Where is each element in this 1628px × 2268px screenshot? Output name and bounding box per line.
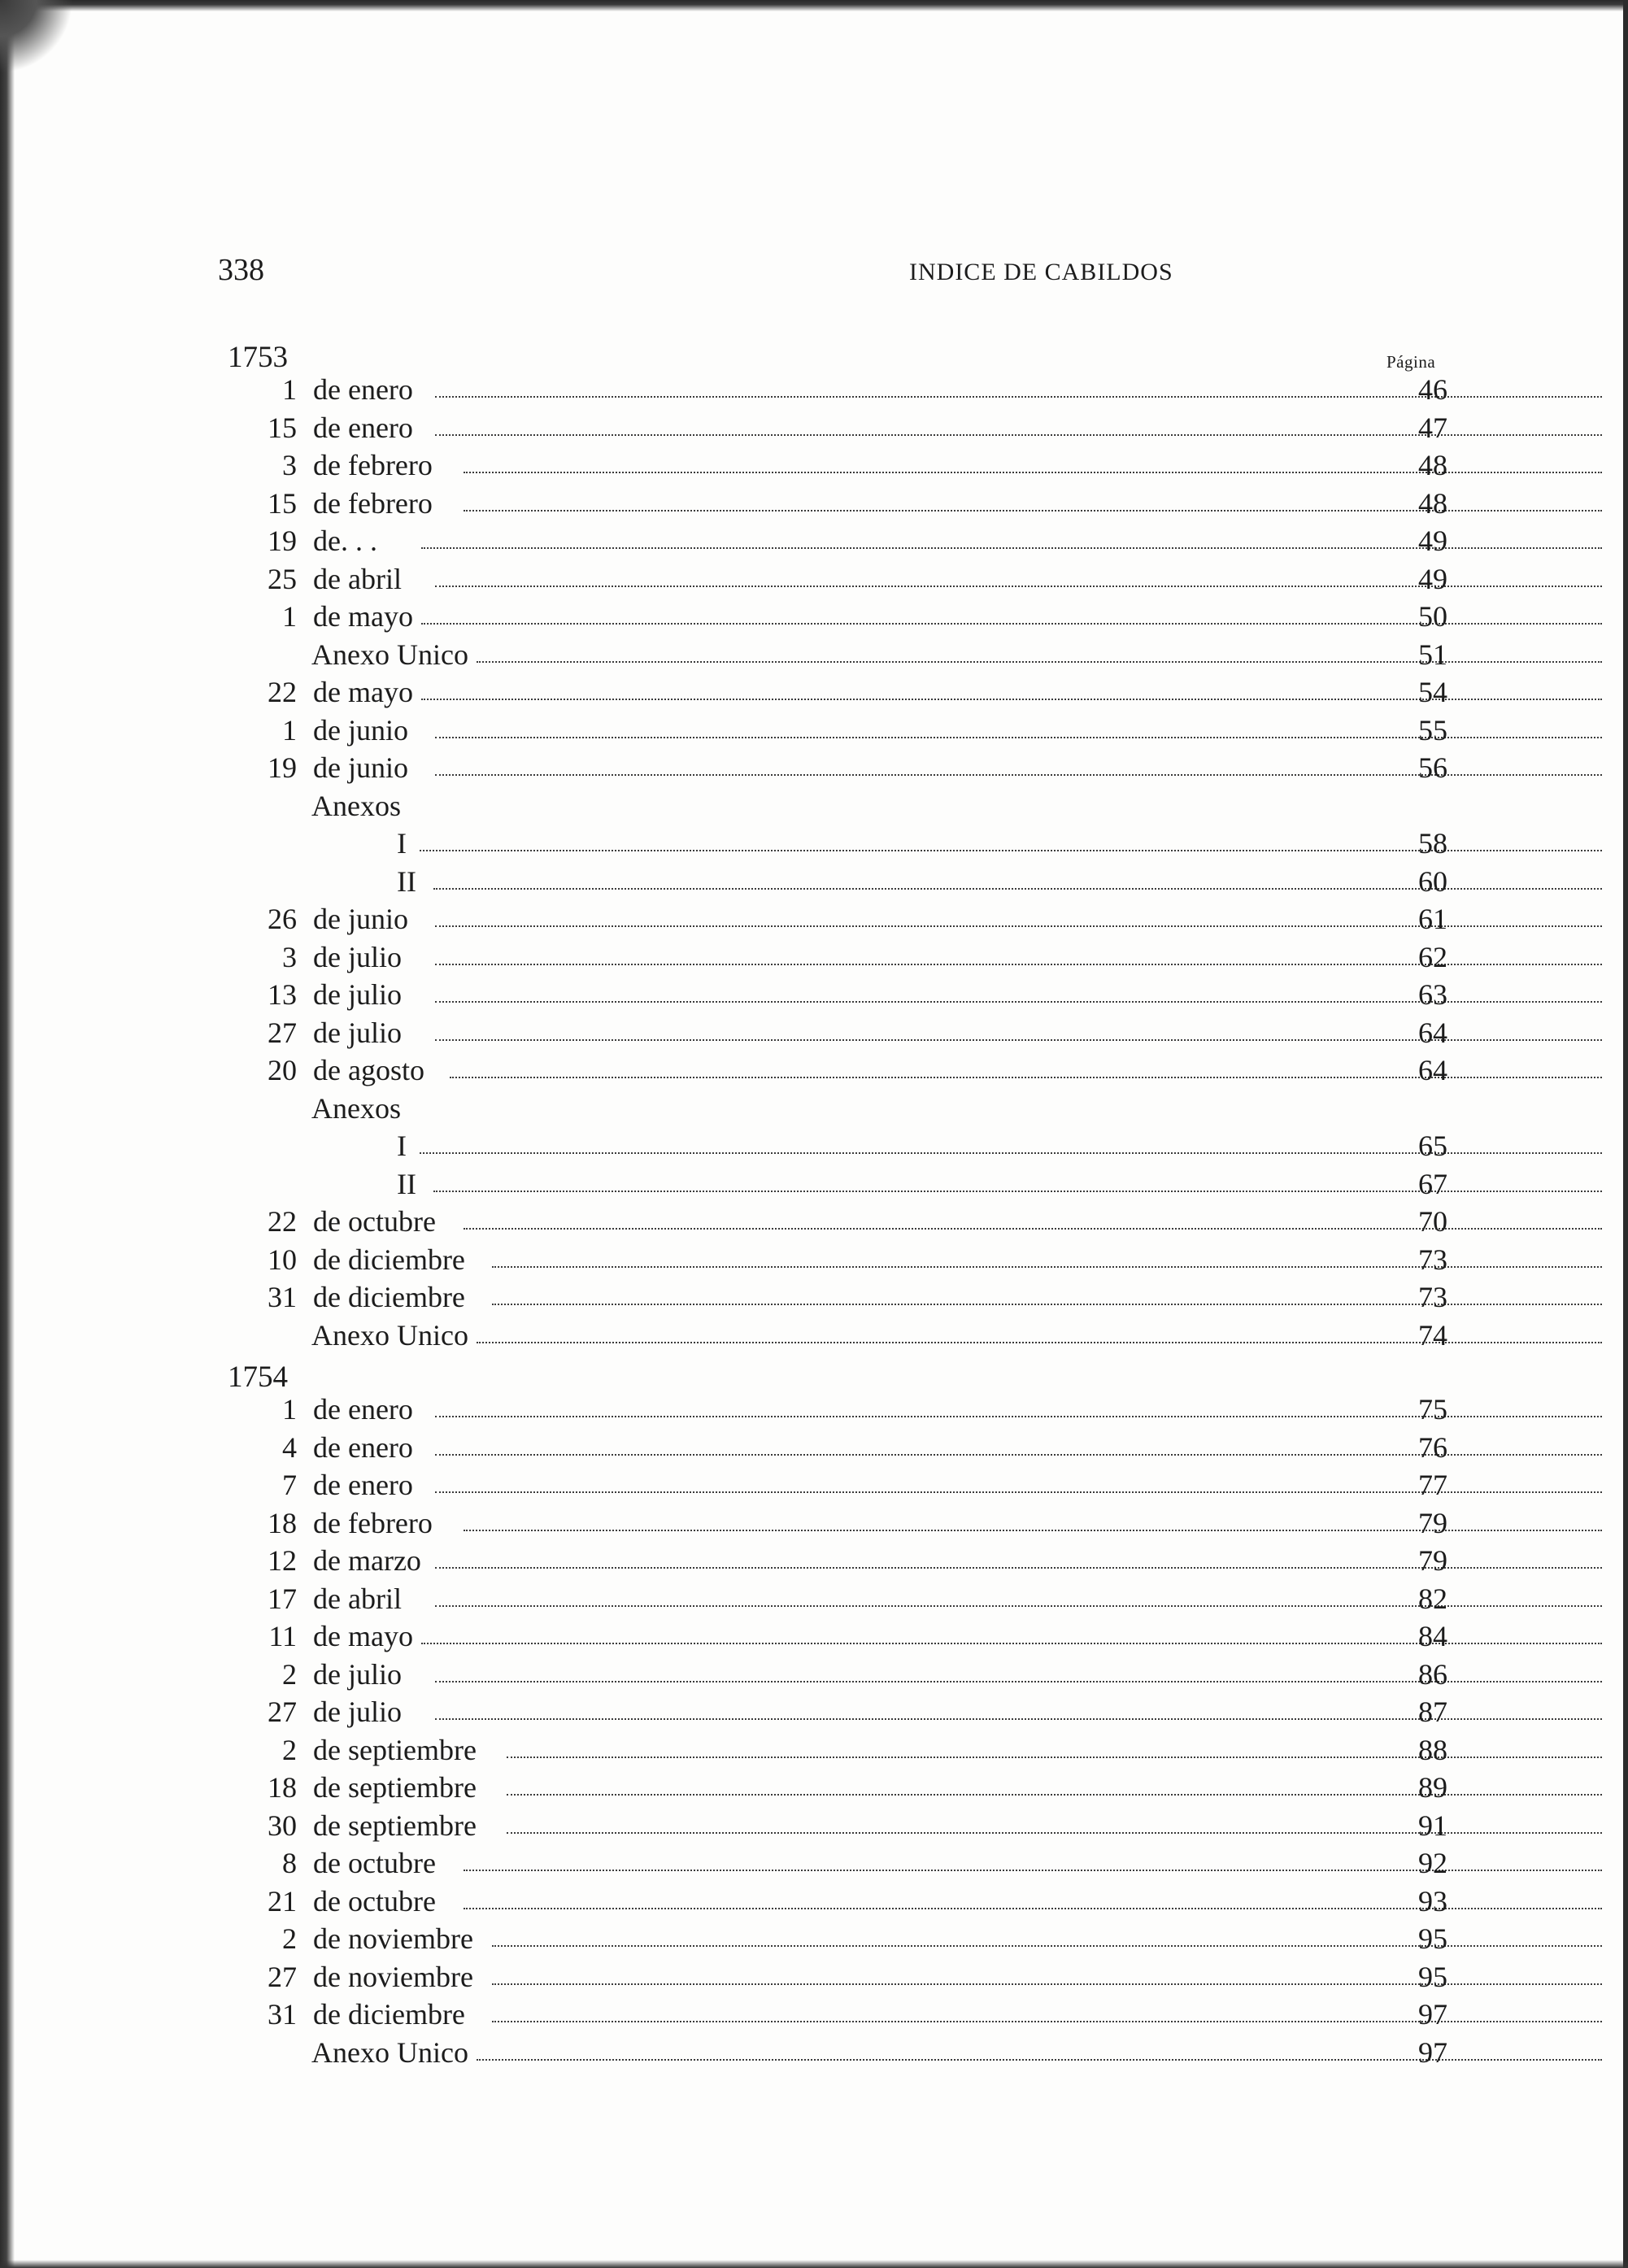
entry-page-number: 62	[1418, 940, 1447, 973]
index-entry	[228, 825, 1447, 862]
entry-page-number: 70	[1418, 1205, 1447, 1238]
entry-page-number: 76	[1418, 1430, 1447, 1464]
entry-label: de junio	[313, 900, 411, 938]
entry-label: II	[397, 863, 420, 900]
entry-label: Anexo Unico	[311, 1317, 472, 1354]
index-entry	[228, 1090, 1447, 1127]
index-entry	[228, 1769, 1447, 1806]
entry-page-number: 77	[1418, 1469, 1447, 1501]
index-entry	[228, 1693, 1447, 1730]
index-entry	[228, 409, 1447, 446]
entry-label: de mayo	[313, 1617, 416, 1655]
index-entry	[228, 1504, 1447, 1542]
entry-page-number: 79	[1418, 1506, 1447, 1539]
entry-page-number: 48	[1418, 486, 1447, 520]
entry-label: de diciembre	[313, 1278, 468, 1316]
index-entry	[228, 900, 1447, 938]
entry-page-number: 97	[1418, 2035, 1447, 2069]
entry-label: II	[397, 1165, 420, 1203]
entry-label: de abril	[313, 1580, 405, 1617]
entry-label: de septiembre	[313, 1731, 480, 1769]
column-label-pagina: Página	[1386, 352, 1436, 372]
index-entry	[228, 1844, 1447, 1882]
entry-label: Anexo Unico	[311, 636, 472, 673]
entry-label: de septiembre	[313, 1807, 480, 1844]
entry-label: de julio	[313, 976, 405, 1013]
index-entry	[228, 1391, 1447, 1428]
entry-label: de noviembre	[313, 1920, 477, 1957]
entry-label: de junio	[313, 712, 411, 749]
entry-label: de julio	[313, 1693, 405, 1730]
index-entry	[228, 2034, 1447, 2071]
entry-label: I	[397, 825, 410, 862]
entry-day: 8	[282, 1847, 297, 1879]
entry-day: 3	[282, 449, 297, 481]
entry-day: 10	[268, 1243, 297, 1276]
entry-label: de octubre	[313, 1203, 439, 1240]
index-entry	[228, 560, 1447, 598]
entry-page-number: 97	[1418, 1998, 1447, 2031]
index-entry	[228, 787, 1447, 825]
entry-label: de mayo	[313, 598, 416, 635]
entry-label: de enero	[313, 1391, 416, 1428]
entry-day: 11	[268, 1620, 297, 1652]
entry-day: 26	[268, 903, 297, 935]
running-title: INDICE DE CABILDOS	[909, 259, 1173, 285]
entry-day: 21	[268, 1884, 297, 1918]
scan-edge-top	[0, 0, 1628, 11]
entry-page-number: 49	[1418, 525, 1447, 557]
entry-page-number: 86	[1418, 1657, 1447, 1691]
index-entry	[228, 1241, 1447, 1278]
entry-day: 3	[282, 940, 297, 973]
entry-label: de marzo	[313, 1542, 424, 1579]
entry-label: de julio	[313, 1014, 405, 1051]
entry-page-number: 55	[1418, 713, 1447, 747]
entry-page-number: 61	[1418, 903, 1447, 935]
entry-day: 18	[268, 1771, 297, 1804]
entry-page-number: 64	[1418, 1054, 1447, 1086]
entry-page-number: 95	[1418, 1922, 1447, 1955]
index-entry	[228, 1883, 1447, 1920]
index-entry	[228, 1807, 1447, 1844]
entry-page-number: 56	[1418, 751, 1447, 784]
entry-day: 15	[268, 486, 297, 520]
entry-day: 31	[268, 1281, 297, 1313]
entry-label: de febrero	[313, 485, 436, 522]
entry-label: Anexos	[311, 787, 404, 825]
entry-page-number: 93	[1418, 1884, 1447, 1918]
entry-label: de diciembre	[313, 1241, 468, 1278]
index-entry	[228, 1051, 1447, 1089]
entry-day: 12	[268, 1544, 297, 1577]
entry-label: de junio	[313, 749, 411, 786]
index-entry	[228, 712, 1447, 749]
entry-page-number: 74	[1418, 1318, 1447, 1352]
index-entry	[228, 749, 1447, 786]
index-entry	[228, 636, 1447, 673]
entry-day: 25	[268, 562, 297, 595]
entry-day: 20	[268, 1054, 297, 1086]
entry-day: 22	[268, 676, 297, 708]
index-entry	[228, 1014, 1447, 1051]
index-entry	[228, 1429, 1447, 1466]
index-entry	[228, 863, 1447, 900]
entry-label: Anexos	[311, 1090, 404, 1127]
entry-day: 18	[268, 1506, 297, 1539]
year-heading: 1753	[228, 341, 288, 374]
entry-day: 2	[282, 1657, 297, 1691]
entry-label: de julio	[313, 1656, 405, 1693]
entry-page-number: 65	[1418, 1130, 1447, 1162]
entry-label: de septiembre	[313, 1769, 480, 1806]
entry-page-number: 46	[1418, 373, 1447, 406]
index-entry	[228, 1996, 1447, 2033]
entry-label: Anexo Unico	[311, 2034, 472, 2071]
index-entry	[228, 1617, 1447, 1655]
entry-day: 4	[282, 1430, 297, 1464]
index-entry	[228, 1466, 1447, 1504]
index-entry	[228, 1656, 1447, 1693]
entry-day: 1	[282, 713, 297, 747]
index-entry	[228, 522, 1447, 559]
entry-day: 27	[268, 1960, 297, 1993]
entry-page-number: 73	[1418, 1281, 1447, 1313]
index-entry	[228, 1165, 1447, 1203]
entry-label: de diciembre	[313, 1996, 468, 2033]
entry-label: de febrero	[313, 1504, 436, 1542]
entry-label: de octubre	[313, 1844, 439, 1882]
index-entry	[228, 976, 1447, 1013]
entry-page-number: 54	[1418, 676, 1447, 708]
entry-page-number: 49	[1418, 562, 1447, 595]
entry-day: 7	[282, 1469, 297, 1501]
entry-day: 27	[268, 1696, 297, 1728]
index-entry	[228, 1958, 1447, 1996]
index-entry	[228, 1127, 1447, 1164]
entry-page-number: 50	[1418, 600, 1447, 633]
scan-edge-bottom	[0, 2260, 1628, 2268]
index-entry	[228, 1203, 1447, 1240]
entry-label: de agosto	[313, 1051, 428, 1089]
entry-page-number: 91	[1418, 1809, 1447, 1842]
entry-page-number: 48	[1418, 449, 1447, 481]
entry-page-number: 64	[1418, 1016, 1447, 1049]
entry-page-number: 87	[1418, 1696, 1447, 1728]
entry-page-number: 58	[1418, 827, 1447, 860]
entry-day: 19	[268, 525, 297, 557]
entry-label: de febrero	[313, 446, 436, 484]
entry-label: de julio	[313, 938, 405, 976]
index-entry	[228, 1317, 1447, 1354]
index-entry	[228, 485, 1447, 522]
entry-label: de enero	[313, 1466, 416, 1504]
entry-page-number: 75	[1418, 1393, 1447, 1426]
entry-label: I	[397, 1127, 410, 1164]
entry-label: de noviembre	[313, 1958, 477, 1996]
entry-label: de enero	[313, 371, 416, 408]
entry-page-number: 92	[1418, 1847, 1447, 1879]
running-header	[218, 252, 1421, 293]
entry-day: 15	[268, 411, 297, 444]
entry-page-number: 82	[1418, 1582, 1447, 1615]
entry-page-number: 67	[1418, 1167, 1447, 1200]
entry-day: 1	[282, 373, 297, 406]
scan-edge-right	[1623, 0, 1628, 2268]
entry-label: de. . .	[313, 522, 381, 559]
page-number: 338	[218, 253, 264, 287]
index-entry	[228, 1278, 1447, 1316]
index-entry	[228, 1580, 1447, 1617]
entry-label: de enero	[313, 409, 416, 446]
index-entry	[228, 371, 1447, 408]
entry-day: 17	[268, 1582, 297, 1615]
scan-corner-shadow	[0, 0, 73, 73]
entry-label: de enero	[313, 1429, 416, 1466]
index-entry	[228, 446, 1447, 484]
entry-label: de mayo	[313, 673, 416, 711]
entry-day: 1	[282, 600, 297, 633]
entry-page-number: 60	[1418, 864, 1447, 898]
entry-page-number: 89	[1418, 1771, 1447, 1804]
entry-day: 2	[282, 1733, 297, 1766]
scan-edge-left	[0, 0, 15, 2268]
index-entry	[228, 1542, 1447, 1579]
index-entry	[228, 598, 1447, 635]
entry-day: 1	[282, 1393, 297, 1426]
entry-page-number: 88	[1418, 1733, 1447, 1766]
entry-page-number: 73	[1418, 1243, 1447, 1276]
entry-day: 13	[268, 978, 297, 1011]
entry-label: de abril	[313, 560, 405, 598]
entry-day: 2	[282, 1922, 297, 1955]
entry-page-number: 95	[1418, 1960, 1447, 1993]
index-entry	[228, 1920, 1447, 1957]
entry-page-number: 84	[1418, 1620, 1447, 1652]
index-entry	[228, 938, 1447, 976]
entry-page-number: 51	[1418, 638, 1447, 671]
index-entry	[228, 673, 1447, 711]
entry-day: 22	[268, 1205, 297, 1238]
entry-day: 19	[268, 751, 297, 784]
entry-page-number: 47	[1418, 411, 1447, 444]
year-heading: 1754	[228, 1360, 288, 1394]
entry-day: 27	[268, 1016, 297, 1049]
entry-page-number: 63	[1418, 978, 1447, 1011]
entry-page-number: 79	[1418, 1544, 1447, 1577]
index-entry	[228, 1731, 1447, 1769]
entry-day: 31	[268, 1998, 297, 2031]
entry-label: de octubre	[313, 1883, 439, 1920]
entry-day: 30	[268, 1809, 297, 1842]
